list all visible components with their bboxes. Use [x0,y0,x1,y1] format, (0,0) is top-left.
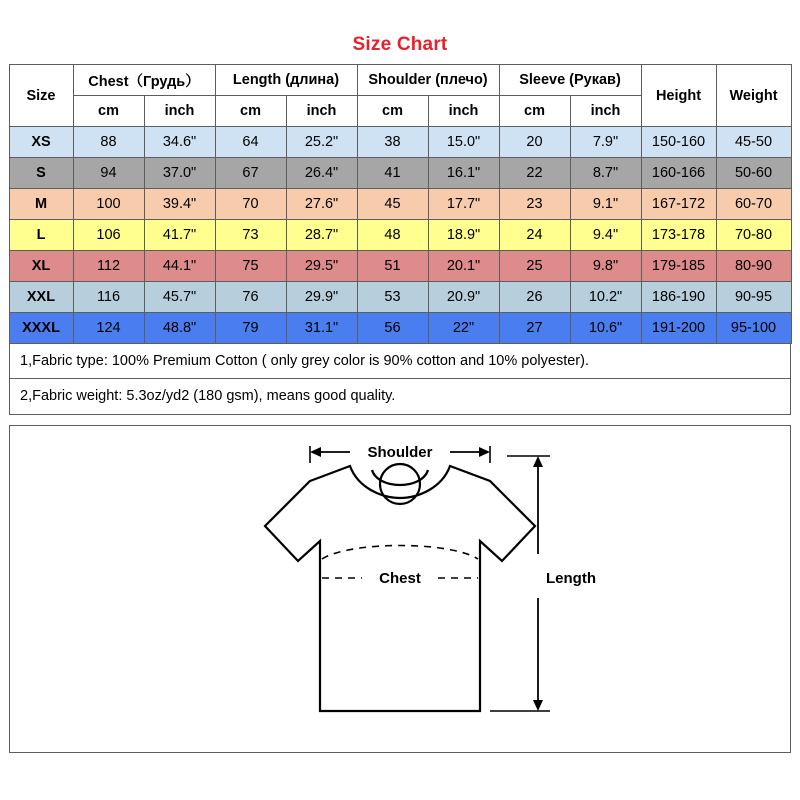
measure-cell: 160-166 [641,158,716,189]
unit-sleeve-cm: cm [499,96,570,127]
measure-cell: 124 [73,313,144,344]
table-body [9,127,791,344]
measure-cell: 25 [499,251,570,282]
header-height: Height [641,65,716,127]
measure-cell: 7.9" [570,127,641,158]
measure-cell: 53 [357,282,428,313]
measure-cell: 9.1" [570,189,641,220]
unit-shoulder-cm: cm [357,96,428,127]
size-cell: XS [9,127,73,158]
measure-cell: 29.5" [286,251,357,282]
measure-cell: 80-90 [716,251,791,282]
measure-cell: 10.6" [570,313,641,344]
tshirt-outline [265,464,535,711]
measure-cell: 51 [357,251,428,282]
measure-cell: 100 [73,189,144,220]
table-row [9,127,791,158]
header-length: Length (длина) [215,65,357,96]
note-item: 2,Fabric weight: 5.3oz/yd2 (180 gsm), means good quality. [20,388,396,404]
measure-cell: 20.9" [428,282,499,313]
measure-cell: 50-60 [716,158,791,189]
measure-cell: 64 [215,127,286,158]
chest-label: Chest [379,570,421,587]
measure-cell: 70-80 [716,220,791,251]
measure-cell: 8.7" [570,158,641,189]
measure-cell: 34.6" [144,127,215,158]
header-size: Size [9,65,73,127]
table-row [9,282,791,313]
measure-cell: 27.6" [286,189,357,220]
size-cell: XXL [9,282,73,313]
page-title: Size Chart [352,34,448,55]
measure-cell: 191-200 [641,313,716,344]
header-shoulder: Shoulder (плечо) [357,65,499,96]
measure-cell: 39.4" [144,189,215,220]
header-sleeve: Sleeve (Рукав) [499,65,641,96]
measure-cell: 26.4" [286,158,357,189]
tshirt-diagram [9,425,791,753]
size-cell: XL [9,251,73,282]
measure-cell: 20.1" [428,251,499,282]
header-chest: Chest（Грудь） [73,65,215,96]
size-cell: S [9,158,73,189]
measure-cell: 79 [215,313,286,344]
table-row [9,189,791,220]
length-label: Length [546,570,596,587]
measure-cell: 15.0" [428,127,499,158]
table-row [9,220,791,251]
length-measure [490,456,596,711]
measure-cell: 17.7" [428,189,499,220]
measure-cell: 167-172 [641,189,716,220]
table-row [9,251,791,282]
table-header [9,65,791,127]
measure-cell: 9.4" [570,220,641,251]
measure-cell: 90-95 [716,282,791,313]
size-cell: XXXL [9,313,73,344]
measure-cell: 45.7" [144,282,215,313]
measure-cell: 25.2" [286,127,357,158]
measure-cell: 20 [499,127,570,158]
measure-cell: 26 [499,282,570,313]
measure-cell: 22" [428,313,499,344]
measure-cell: 56 [357,313,428,344]
chest-measure [322,546,478,588]
measure-cell: 29.9" [286,282,357,313]
unit-length-inch: inch [286,96,357,127]
measure-cell: 37.0" [144,158,215,189]
measure-cell: 45-50 [716,127,791,158]
measure-cell: 112 [73,251,144,282]
shoulder-label: Shoulder [367,444,433,461]
measure-cell: 44.1" [144,251,215,282]
measure-cell: 94 [73,158,144,189]
measure-cell: 48 [357,220,428,251]
measure-cell: 186-190 [641,282,716,313]
measure-cell: 173-178 [641,220,716,251]
measure-cell: 41.7" [144,220,215,251]
header-weight: Weight [716,65,791,127]
unit-sleeve-inch: inch [570,96,641,127]
header-group-row [9,65,791,96]
measure-cell: 27 [499,313,570,344]
measure-cell: 28.7" [286,220,357,251]
measure-cell: 70 [215,189,286,220]
measure-cell: 18.9" [428,220,499,251]
measure-cell: 95-100 [716,313,791,344]
measure-cell: 9.8" [570,251,641,282]
measure-cell: 16.1" [428,158,499,189]
unit-chest-cm: cm [73,96,144,127]
table-row [9,313,791,344]
note-item: 1,Fabric type: 100% Premium Cotton ( only grey color is 90% cotton and 10% polyester). [10,344,790,379]
shoulder-measure [310,444,490,463]
measure-cell: 41 [357,158,428,189]
measure-cell: 116 [73,282,144,313]
unit-length-cm: cm [215,96,286,127]
measure-cell: 88 [73,127,144,158]
measure-cell: 60-70 [716,189,791,220]
size-chart-table [9,64,792,344]
measure-cell: 10.2" [570,282,641,313]
measure-cell: 73 [215,220,286,251]
notes-section [9,344,791,415]
size-cell: L [9,220,73,251]
unit-chest-inch: inch [144,96,215,127]
measure-cell: 24 [499,220,570,251]
measure-cell: 76 [215,282,286,313]
measure-cell: 23 [499,189,570,220]
tshirt-svg [10,426,790,752]
measure-cell: 38 [357,127,428,158]
unit-shoulder-inch: inch [428,96,499,127]
table-row [9,158,791,189]
measure-cell: 150-160 [641,127,716,158]
measure-cell: 67 [215,158,286,189]
measure-cell: 75 [215,251,286,282]
size-cell: M [9,189,73,220]
measure-cell: 48.8" [144,313,215,344]
measure-cell: 45 [357,189,428,220]
measure-cell: 22 [499,158,570,189]
measure-cell: 179-185 [641,251,716,282]
measure-cell: 106 [73,220,144,251]
measure-cell: 31.1" [286,313,357,344]
